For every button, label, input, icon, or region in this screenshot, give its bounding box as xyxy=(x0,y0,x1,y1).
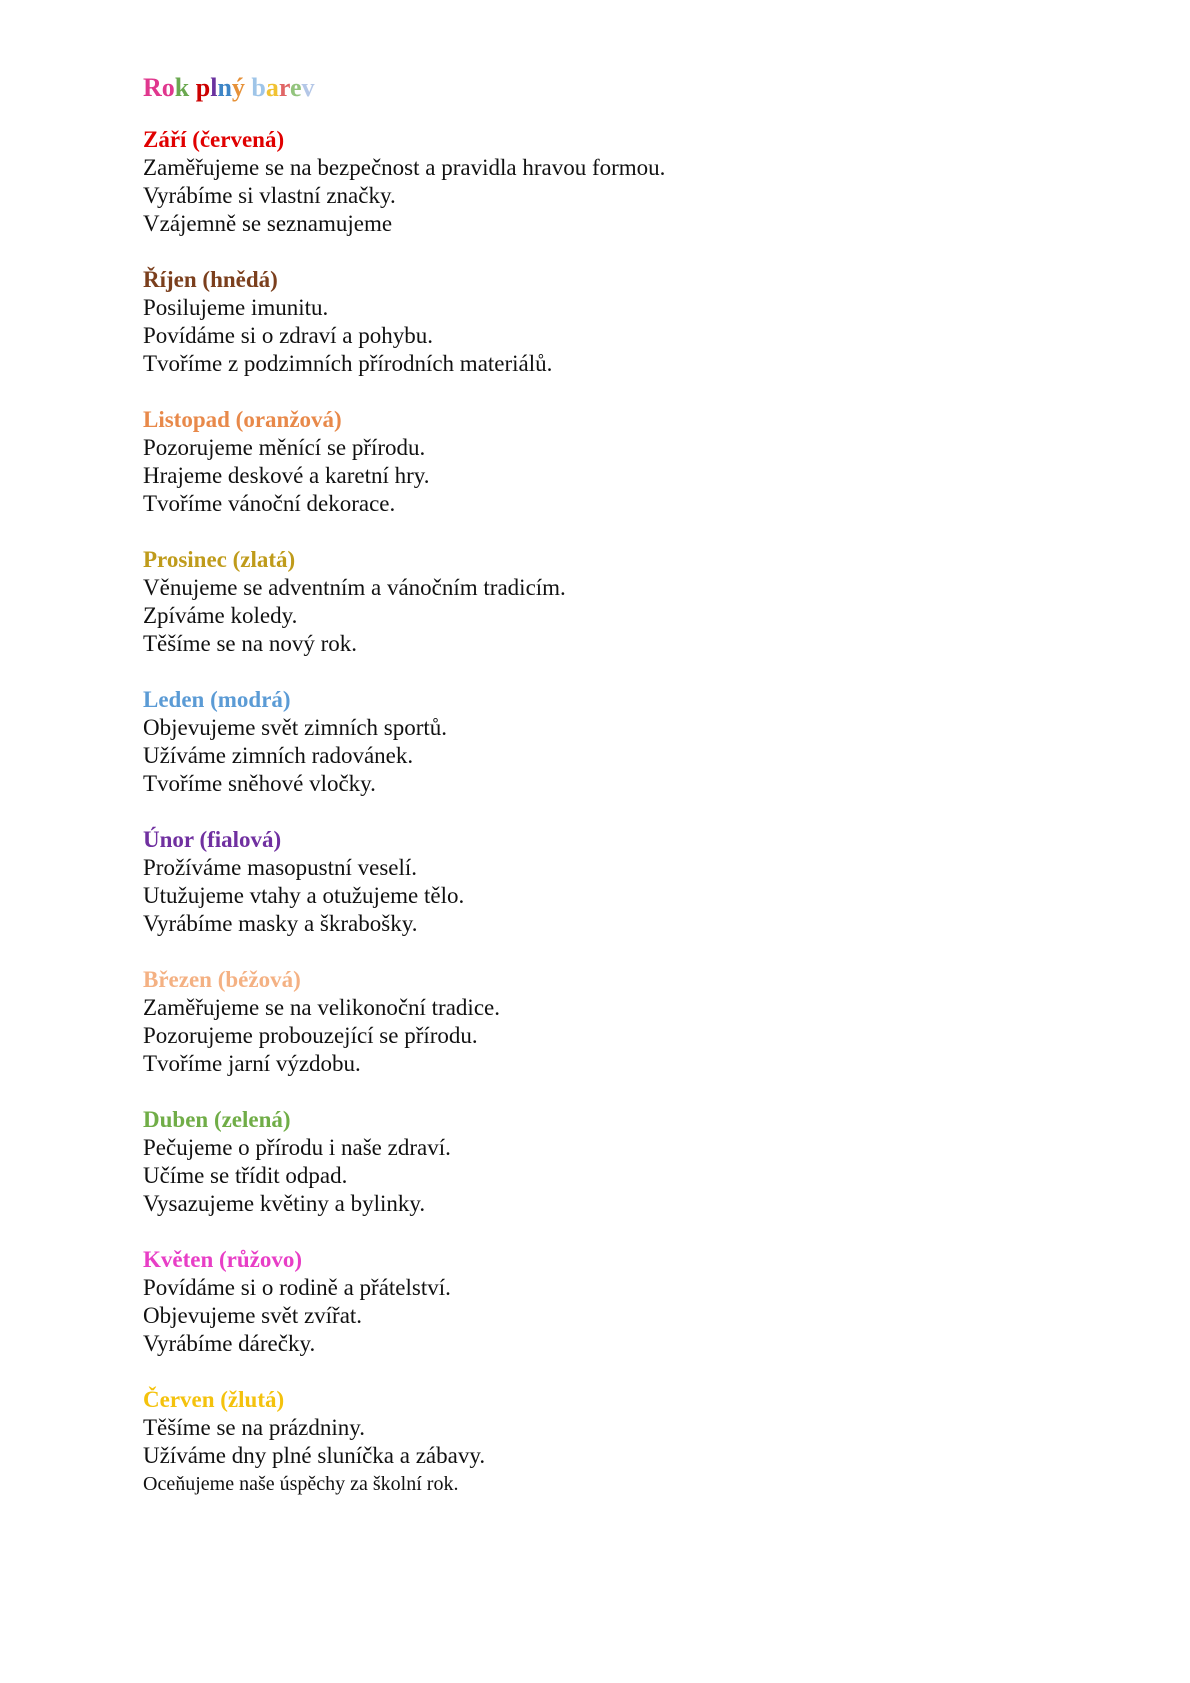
month-heading: Říjen (hnědá) xyxy=(143,267,278,292)
month-section xyxy=(143,686,1123,798)
month-activity-line: Užíváme zimních radovánek. xyxy=(143,743,414,768)
month-section xyxy=(143,406,1123,518)
month-section xyxy=(143,1106,1123,1218)
month-activity-line: Tvoříme sněhové vločky. xyxy=(143,771,376,796)
month-section xyxy=(143,1246,1123,1358)
month-activity-line: Věnujeme se adventním a vánočním tradicím. xyxy=(143,575,566,600)
month-section xyxy=(143,126,1123,238)
title-letter: ý xyxy=(231,73,245,102)
month-activity-line: Utužujeme vtahy a otužujeme tělo. xyxy=(143,883,465,908)
month-list xyxy=(143,126,1123,1498)
month-section xyxy=(143,546,1123,658)
month-heading: Prosinec (zlatá) xyxy=(143,547,296,572)
month-activity-line: Vysazujeme květiny a bylinky. xyxy=(143,1191,426,1216)
month-activity-line: Těšíme se na nový rok. xyxy=(143,631,357,656)
title-letter: p xyxy=(195,73,211,102)
month-activity-line: Těšíme se na prázdniny. xyxy=(143,1415,366,1440)
month-section xyxy=(143,966,1123,1078)
title-letter: v xyxy=(301,73,315,102)
month-activity-line: Zaměřujeme se na velikonoční tradice. xyxy=(143,995,500,1020)
month-section xyxy=(143,826,1123,938)
month-activity-line: Tvoříme jarní výzdobu. xyxy=(143,1051,361,1076)
month-activity-line: Objevujeme svět zvířat. xyxy=(143,1303,363,1328)
month-activity-line: Pozorujeme probouzející se přírodu. xyxy=(143,1023,478,1048)
title-letter: k xyxy=(174,73,190,102)
month-section xyxy=(143,266,1123,378)
title-letter: R xyxy=(143,73,162,102)
month-heading: Únor (fialová) xyxy=(143,827,282,852)
month-activity-line: Posilujeme imunitu. xyxy=(143,295,329,320)
month-activity-line: Hrajeme deskové a karetní hry. xyxy=(143,463,430,488)
document-page xyxy=(143,70,1123,1526)
month-heading: Září (červená) xyxy=(143,127,285,152)
title-letter: o xyxy=(161,73,175,102)
month-activity-line: Zaměřujeme se na bezpečnost a pravidla hravou formou. xyxy=(143,155,666,180)
month-activity-line: Pečujeme o přírodu i naše zdraví. xyxy=(143,1135,451,1160)
month-heading: Červen (žlutá) xyxy=(143,1387,285,1412)
month-heading: Květen (růžovo) xyxy=(143,1247,303,1272)
title-letter: e xyxy=(289,73,302,102)
month-activity-line: Tvoříme z podzimních přírodních materiálů. xyxy=(143,351,553,376)
title-letter: a xyxy=(265,73,279,102)
month-heading: Leden (modrá) xyxy=(143,687,291,712)
title-letter: r xyxy=(278,73,290,102)
month-activity-line: Zpíváme koledy. xyxy=(143,603,298,628)
title-letter: l xyxy=(210,73,218,102)
month-heading: Listopad (oranžová) xyxy=(143,407,342,432)
month-activity-line: Vyrábíme masky a škrabošky. xyxy=(143,911,418,936)
month-activity-line: Pozorujeme měnící se přírodu. xyxy=(143,435,426,460)
month-activity-line: Učíme se třídit odpad. xyxy=(143,1163,348,1188)
month-activity-line: Tvoříme vánoční dekorace. xyxy=(143,491,396,516)
month-activity-line: Povídáme si o rodině a přátelství. xyxy=(143,1275,451,1300)
month-heading: Březen (béžová) xyxy=(143,967,301,992)
month-heading: Duben (zelená) xyxy=(143,1107,291,1132)
month-activity-line: Užíváme dny plné sluníčka a zábavy. xyxy=(143,1443,486,1468)
document-title xyxy=(143,70,1123,106)
month-activity-line: Vyrábíme si vlastní značky. xyxy=(143,183,396,208)
title-letter: b xyxy=(251,73,266,102)
month-activity-line: Povídáme si o zdraví a pohybu. xyxy=(143,323,434,348)
month-activity-line: Objevujeme svět zimních sportů. xyxy=(143,715,448,740)
month-activity-line: Vyrábíme dárečky. xyxy=(143,1331,316,1356)
month-activity-line: Oceňujeme naše úspěchy za školní rok. xyxy=(143,1473,459,1495)
month-activity-line: Vzájemně se seznamujeme xyxy=(143,211,393,236)
title-letter: n xyxy=(217,73,232,102)
month-activity-line: Prožíváme masopustní veselí. xyxy=(143,855,418,880)
month-section xyxy=(143,1386,1123,1498)
